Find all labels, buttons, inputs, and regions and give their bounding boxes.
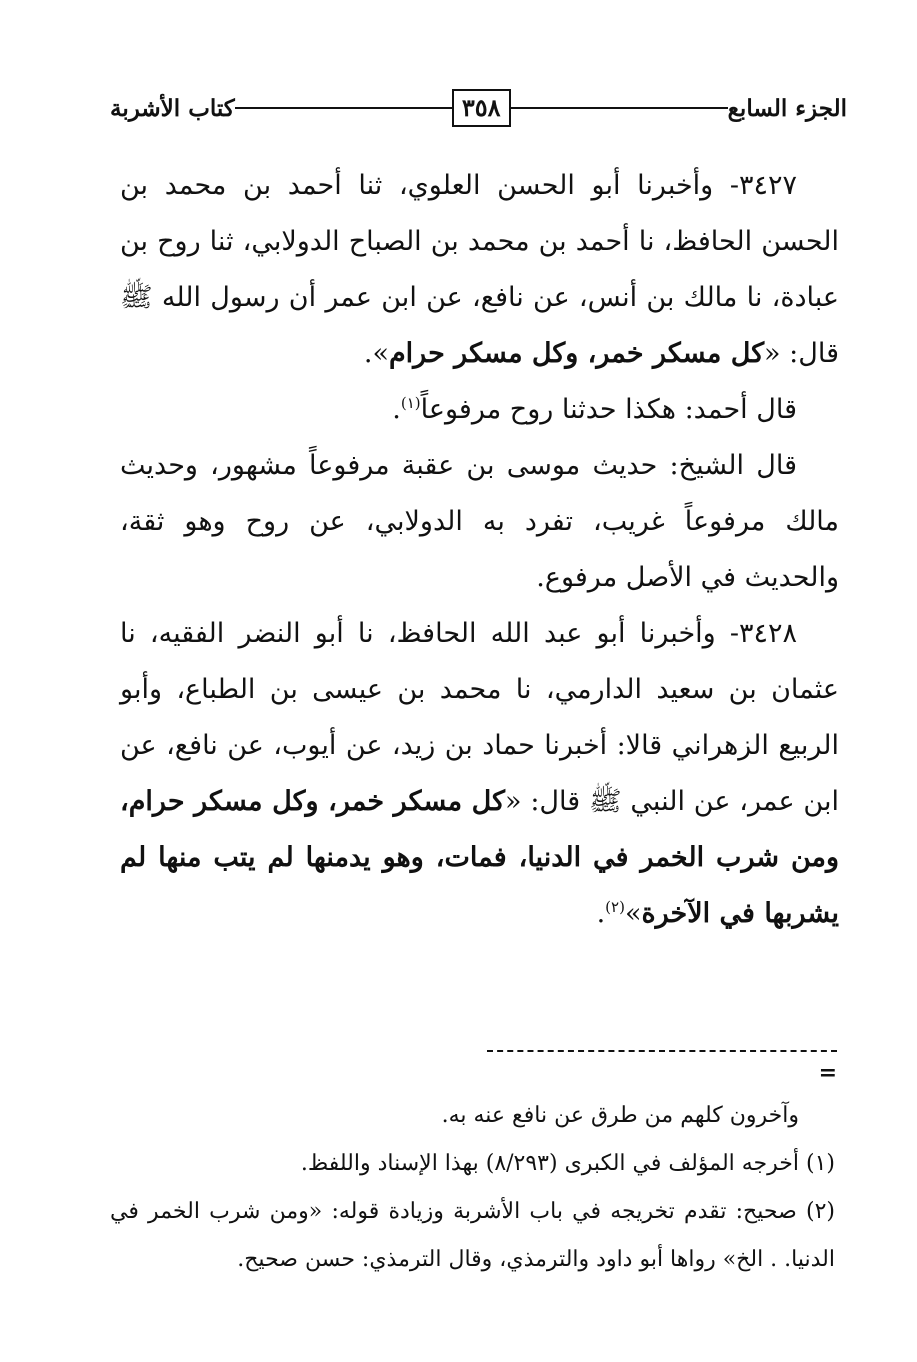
running-header bbox=[110, 86, 847, 130]
hadith-quote: كل مسكر خمر، وكل مسكر حرام، ومن شرب الخمر في الدنيا، فمات، وهو يدمنها لم يتب منها لم يشربها في الآخرة bbox=[120, 786, 839, 929]
part-label: الجزء السابع bbox=[727, 94, 847, 122]
header-rule-right bbox=[511, 107, 728, 109]
footnote-2: (٢) صحيح: تقدم تخريجه في باب الأشربة وزيادة قوله: «ومن شرب الخمر في الدنيا. . الخ» رواها أبو داود والترمذي، وقال الترمذي: حسن صحيح. bbox=[110, 1199, 835, 1272]
comment-shaykh: قال الشيخ: حديث موسى بن عقبة مرفوعاً مشهور، وحديث مالك مرفوعاً غريب، تفرد به الدولابي، عن روح وهو ثقة، والحديث في الأصل مرفوع. bbox=[120, 450, 839, 593]
book-title: كتاب الأشربة bbox=[109, 94, 235, 122]
footnote-1: (١) أخرجه المؤلف في الكبرى (٨/٢٩٣) بهذا الإسناد واللفظ. bbox=[300, 1151, 835, 1176]
comment-ahmad: قال أحمد: هكذا حدثنا روح مرفوعاً$^{(١)}$. bbox=[392, 394, 797, 425]
hadith-3428: ٣٤٢٨- وأخبرنا أبو عبد الله الحافظ، نا أبو النضر الفقيه، نا عثمان بن سعيد الدارمي، نا محمد بن عيسى بن الطباع، وأبو الربيع الزهراني قالا: أخبرنا حماد بن زيد، عن أيوب، عن نافع، عن ابن عمر، عن النبي ﷺ قال: «كل مسكر خمر، وكل مسكر حرام، ومن شرب الخمر في الدنيا، فمات، وهو يدمنها لم يتب منها لم يشربها في الآخرة»$^{(٢)}$. bbox=[120, 618, 839, 929]
footnotes bbox=[110, 1092, 835, 1284]
hadith-3427: ٣٤٢٧- وأخبرنا أبو الحسن العلوي، ثنا أحمد بن محمد بن الحسن الحافظ، نا أحمد بن محمد بن الصباح الدولابي، ثنا روح بن عبادة، نا مالك بن أنس، عن نافع، عن ابن عمر أن رسول الله ﷺ قال: «كل مسكر خمر، وكل مسكر حرام». bbox=[120, 170, 839, 369]
footnote-ref-2[interactable]: (٢) bbox=[605, 898, 625, 916]
footnote-continuation: وآخرون كلهم من طرق عن نافع عنه به. bbox=[441, 1103, 799, 1128]
main-text bbox=[120, 158, 839, 942]
footnote-continuation-mark: = bbox=[818, 1060, 837, 1086]
hadith-quote: كل مسكر خمر، وكل مسكر حرام bbox=[388, 338, 765, 369]
footnote-ref-1[interactable]: (١) bbox=[400, 394, 421, 412]
header-rule-left bbox=[235, 107, 452, 109]
page-number: ٣٥٨ bbox=[452, 89, 511, 127]
footnote-separator bbox=[487, 1050, 837, 1052]
